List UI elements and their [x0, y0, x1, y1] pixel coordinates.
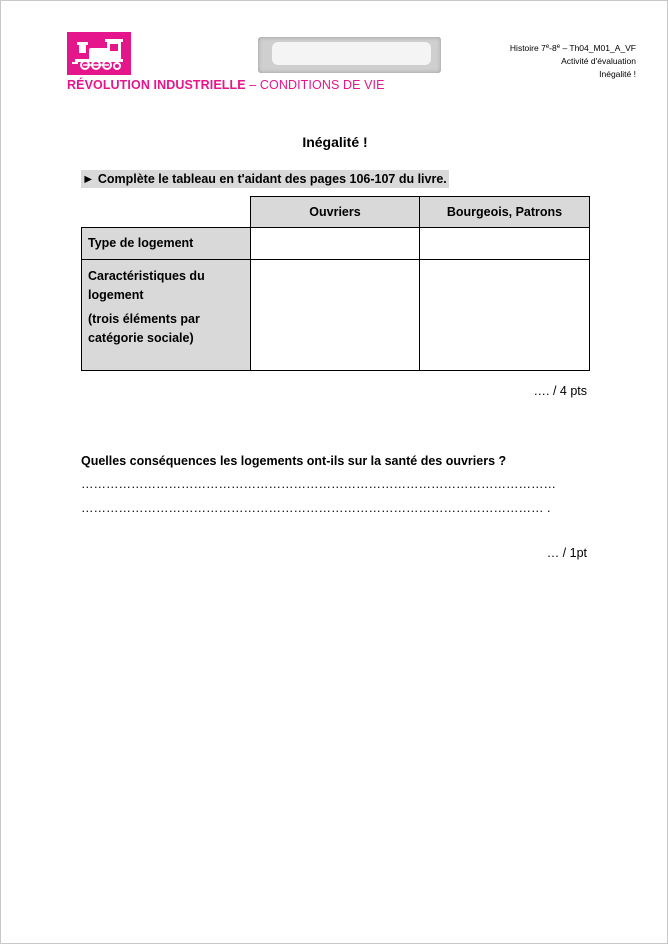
chapter-title-sub: – CONDITIONS DE VIE: [249, 78, 385, 92]
steam-locomotive-icon: [67, 32, 131, 75]
row-header-housing-type: Type de logement: [82, 228, 251, 260]
answer-cell-workers-characteristics[interactable]: [251, 260, 420, 371]
reference-line-3: Inégalité !: [599, 69, 636, 79]
question-points: … / 1pt: [546, 546, 587, 560]
column-header-bourgeois: Bourgeois, Patrons: [420, 197, 590, 228]
reference-line-2: Activité d'évaluation: [561, 56, 636, 66]
answer-cell-workers-housing-type[interactable]: [251, 228, 420, 260]
comparison-table: [81, 196, 590, 371]
row-header-housing-characteristics: Caractéristiques du logement (trois éléments par catégorie sociale): [82, 260, 251, 371]
column-header-workers: Ouvriers: [251, 197, 420, 228]
chapter-title-main: RÉVOLUTION INDUSTRIELLE: [67, 78, 246, 92]
page-title: Inégalité !: [302, 134, 368, 150]
table-points: …. / 4 pts: [533, 384, 587, 398]
table-corner: [82, 197, 251, 228]
answer-line-2[interactable]: ………………………………………………………………………………………………… .: [81, 501, 551, 515]
chapter-title: [67, 78, 385, 92]
student-name-box[interactable]: [258, 37, 441, 73]
answer-line-1[interactable]: ……………………………………………………………………………………………………: [81, 477, 556, 491]
instruction-text: ► Complète le tableau en t'aidant des pages 106-107 du livre.: [82, 172, 447, 186]
answer-cell-bourgeois-housing-type[interactable]: [420, 228, 590, 260]
question-text: Quelles conséquences les logements ont-ils sur la santé des ouvriers ?: [81, 454, 507, 468]
reference-line-1: Histoire 7e-8e – Th04_M01_A_VF: [509, 43, 636, 53]
answer-cell-bourgeois-characteristics[interactable]: [420, 260, 590, 371]
document-reference: [510, 42, 636, 81]
locomotive-logo: [67, 32, 131, 75]
